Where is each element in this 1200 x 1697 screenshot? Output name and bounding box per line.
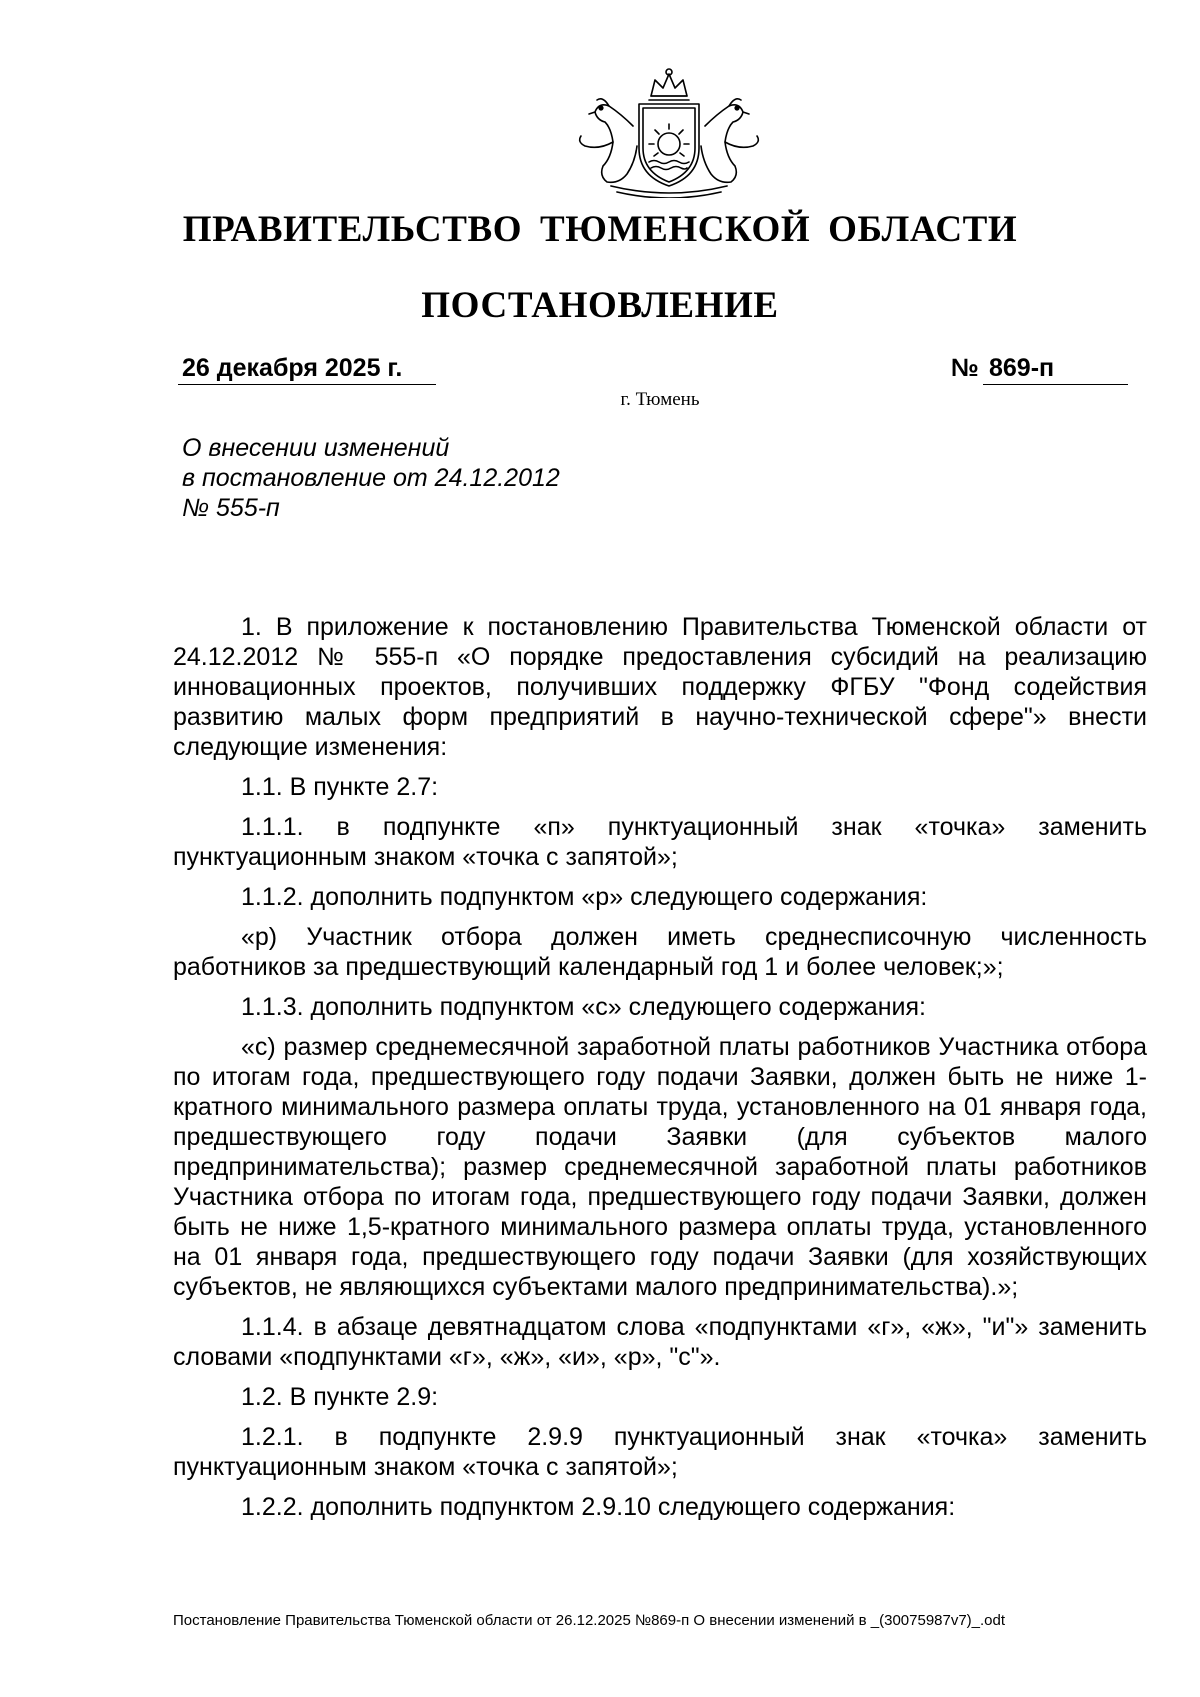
body-paragraph: 1.2.2. дополнить подпунктом 2.9.10 следующего содержания: [241, 1493, 956, 1521]
body-paragraph: 1.2.1. в подпункте 2.9.9 пунктуационный знак «точка» заменить пунктуационным знаком «точка с запятой»; [173, 1423, 1147, 1481]
body-paragraph: 1.2. В пункте 2.9: [241, 1383, 439, 1411]
document-footer: Постановление Правительства Тюменской области от 26.12.2025 №869-п О внесении изменений в _(30075987v7)_.odt [173, 1612, 1006, 1629]
document-body [173, 612, 1147, 1532]
document-date: 26 декабря 2025 г. [178, 354, 436, 385]
subject-line: № 555-п [182, 494, 280, 522]
government-name: ПРАВИТЕЛЬСТВО ТЮМЕНСКОЙ ОБЛАСТИ [182, 209, 1018, 250]
body-paragraph: 1.1.4. в абзаце девятнадцатом слова «подпунктами «г», «ж», "и"» заменить словами «подпунктами «г», «ж», «и», «р», "с"». [173, 1313, 1147, 1371]
document-city: г. Тюмень [620, 389, 700, 410]
body-paragraph: «с) размер среднемесячной заработной платы работников Участника отбора по итогам года, предшествующего году подачи Заявки, должен быть не ниже 1-кратного минимального размера оплаты труда, установленного на 01 января года, предшествующего году подачи Заявки (для субъектов малого предпринимательства); размер среднемесячной заработной платы работников Участника отбора по итогам года, предшествующего году подачи Заявки, должен быть не ниже 1,5-кратного минимального размера оплаты труда, установленного на 01 января года, предшествующего году подачи Заявки (для хозяйствующих субъектов, не являющихся субъектами малого предпринимательства).»; [173, 1033, 1147, 1301]
body-paragraph: 1.1.3. дополнить подпунктом «с» следующего содержания: [241, 993, 926, 1021]
body-paragraph: 1.1.2. дополнить подпунктом «р» следующего содержания: [241, 883, 928, 911]
body-paragraph: 1.1.1. в подпункте «п» пунктуационный знак «точка» заменить пунктуационным знаком «точка с запятой»; [173, 813, 1147, 871]
document-type: ПОСТАНОВЛЕНИЕ [421, 285, 779, 326]
body-paragraph: 1.1. В пункте 2.7: [241, 773, 439, 801]
number-sign: № [951, 354, 979, 382]
document-number-field [951, 354, 1130, 385]
body-paragraph: «р) Участник отбора должен иметь среднесписочную численность работников за предшествующий календарный год 1 и более человек;»; [173, 923, 1147, 981]
coat-of-arms-icon [551, 66, 787, 198]
subject-line: в постановление от 24.12.2012 [182, 464, 560, 492]
document-subject [182, 433, 560, 523]
subject-line: О внесении изменений [182, 434, 450, 462]
document-number: 869-п [983, 354, 1128, 385]
body-paragraph: 1. В приложение к постановлению Правительства Тюменской области от 24.12.2012 № 555-п «О порядке предоставления субсидий на реализацию инновационных проектов, получивших поддержку ФГБУ "Фонд содействия развитию малых форм предприятий в научно-технической сфере"» внести следующие изменения: [173, 613, 1147, 761]
